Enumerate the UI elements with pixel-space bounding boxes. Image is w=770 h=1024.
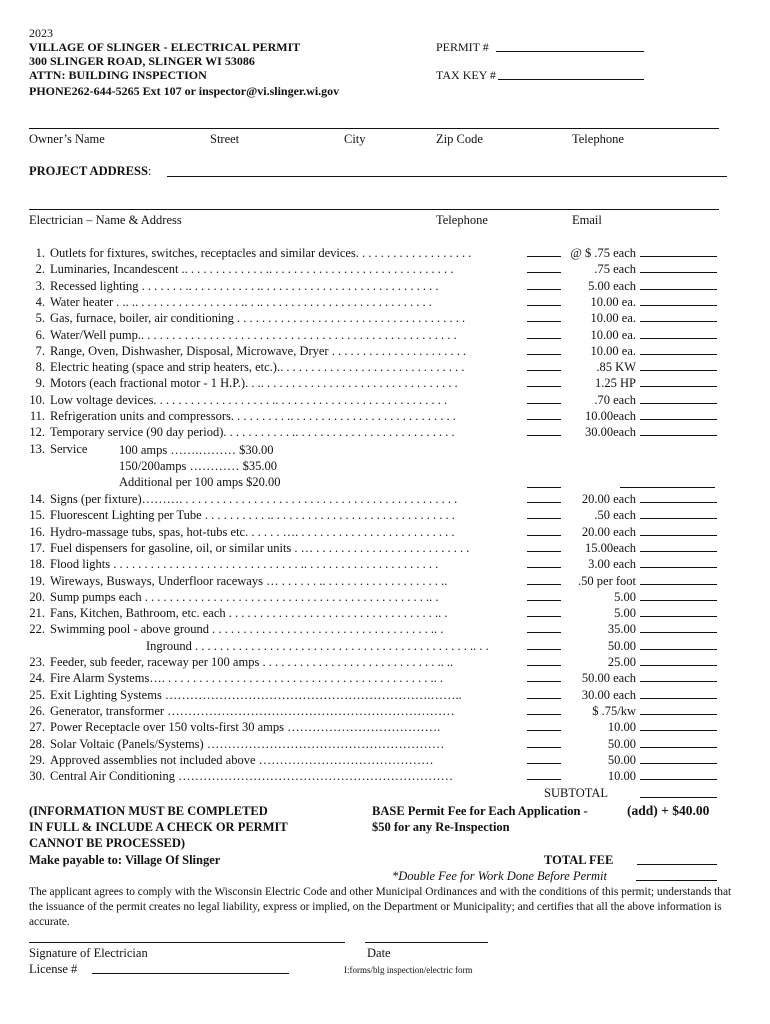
fee-item-number: 8. <box>35 360 45 375</box>
fee-item-number: 22. <box>29 622 45 637</box>
project-address-field[interactable] <box>167 165 727 177</box>
fee-item-amount-field[interactable] <box>640 551 717 552</box>
fee-item-description: Water/Well pump.. . . . . . . . . . . . . . . . . . . . . . . . . . . . . . . . . . . . . . . . . . . . . . . . . . . <box>50 327 457 342</box>
fee-item-description: Low voltage devices. . . . . . . . . . . . . . . . . . . .. . . . . . . . . . . . . . . . . . . . . . . . . . . . <box>50 392 448 407</box>
fee-item-quantity-field[interactable] <box>527 649 561 650</box>
fee-item-quantity-field[interactable] <box>527 567 561 568</box>
fee-item-amount-field[interactable] <box>640 600 717 601</box>
fee-item-row <box>0 327 770 343</box>
fee-item-amount-field[interactable] <box>640 698 717 699</box>
notice-line-1: (INFORMATION MUST BE COMPLETED <box>29 804 268 818</box>
fee-item-description: Flood lights . . . . . . . . . . . . . . . . . . . . . . . . . . . . . . .. . . . . . . . . . . . . . . . . . . . . . <box>50 557 439 572</box>
fee-item-number: 16. <box>29 524 45 539</box>
electrician-info-line[interactable] <box>29 209 719 210</box>
fee-item-row <box>0 310 770 326</box>
fee-item-quantity-field[interactable] <box>527 779 561 780</box>
fee-item-rate: 20.00 each <box>581 492 636 506</box>
reinspection-fee: $50 for any Re-Inspection <box>372 820 510 834</box>
fee-item-quantity-field[interactable] <box>527 681 561 682</box>
notice-line-2: IN FULL & INCLUDE A CHECK OR PERMIT <box>29 820 288 834</box>
fee-item-quantity-field[interactable] <box>527 370 561 371</box>
fee-item-description: Swimming pool - above ground . . . . . . . . . . . . . . . . . . . . . . . . . . . . . . . . . . . .. . <box>50 622 444 637</box>
fee-item-row <box>0 359 770 375</box>
date-line[interactable] <box>365 942 488 943</box>
fee-item-quantity-field[interactable] <box>527 403 561 404</box>
fee-item-row <box>0 491 770 507</box>
fee-item-rate: 10.00 ea. <box>590 327 636 342</box>
fee-item-number: 19. <box>29 573 45 588</box>
date-label: Date <box>367 946 391 960</box>
fee-item-rate: .50 each <box>594 508 636 523</box>
city-label: City <box>344 132 366 146</box>
fee-item-number: 7. <box>35 343 45 358</box>
service-150-200-amps: 100 amps …….……… $30.00 <box>119 443 274 457</box>
fee-item-number: 26. <box>29 703 45 718</box>
fee-item-number: 4. <box>35 294 45 309</box>
fee-item-row <box>0 441 770 457</box>
fee-item-description: Approved assemblies not included above …………………………………… <box>50 752 434 767</box>
fee-item-number: 27. <box>29 720 45 735</box>
fee-item-description: Outlets for fixtures, switches, receptacles and similar devices. . . . . . . . . . . . . . . . . . . <box>50 246 472 260</box>
fee-item-number: 21. <box>29 606 45 621</box>
fee-item-quantity-field[interactable] <box>527 354 561 355</box>
fee-item-amount-field[interactable] <box>640 779 717 780</box>
fee-item-rate: 20.00 each <box>581 524 636 539</box>
owners-name-label: Owner’s Name <box>29 132 105 146</box>
fee-item-rate: .75 each <box>594 262 636 277</box>
fee-item-description: Hydro-massage tubs, spas, hot-tubs etc. . . . . . …. . . . . . . . . . . . . . . . . . . . . . . . . . <box>50 524 455 539</box>
fee-item-rate: 10.00each <box>584 409 636 423</box>
form-reference: I:forms/blg inspection/electric form <box>344 965 473 975</box>
fee-item-number: 28. <box>29 736 45 751</box>
fee-item-quantity-field[interactable] <box>527 535 561 536</box>
fee-item-quantity-field[interactable] <box>527 730 561 731</box>
zip-code-label: Zip Code <box>436 132 483 146</box>
fee-item-number: 3. <box>35 278 45 293</box>
fee-item-row <box>0 605 770 621</box>
fee-item-quantity-field[interactable] <box>527 551 561 552</box>
contact-phone: PHONE262-644-5265 Ext 107 or inspector@vi.slinger.wi.gov <box>29 84 340 98</box>
fee-item-quantity-field[interactable] <box>527 584 561 585</box>
fee-item-row <box>0 752 770 768</box>
fee-item-rate: 10.00 <box>607 769 636 784</box>
license-label: License # <box>29 962 78 976</box>
fee-item-quantity-field[interactable] <box>527 289 561 290</box>
fee-item-description: Service <box>50 441 88 456</box>
fee-item-number: 6. <box>35 327 45 342</box>
fee-item-rate: 3.00 each <box>588 557 636 572</box>
fee-item-quantity-field[interactable] <box>527 632 561 633</box>
fee-item-amount-field[interactable] <box>640 256 717 257</box>
service-amount-field[interactable] <box>620 487 715 488</box>
fee-item-row <box>0 261 770 277</box>
fee-item-amount-field[interactable] <box>640 567 717 568</box>
fee-item-description: Fans, Kitchen, Bathroom, etc. each . . . . . . . . . . . . . . . . . . . . . . . . . . . . . . . . . .. . <box>50 606 448 621</box>
fee-item-quantity-field[interactable] <box>527 435 561 436</box>
fee-item-quantity-field[interactable] <box>527 305 561 306</box>
fee-item-number: 12. <box>29 425 45 440</box>
fee-item-row <box>0 556 770 572</box>
fee-item-number: 25. <box>29 687 45 702</box>
fee-item-amount-field[interactable] <box>640 747 717 748</box>
fee-item-description: Fluorescent Lighting per Tube . . . . . . . . . . .. . . . . . . . . . . . . . . . . . . . . . . . . . . . . . <box>50 508 455 523</box>
fee-item-description: Feeder, sub feeder, raceway per 100 amps . . . . . . . . . . . . . . . . . . . . . . . . . . . . .. .. <box>50 655 454 669</box>
fee-item-description: Temporary service (90 day period). . . . . . . . . . . .. . . . . . . . . . . . . . . . . . . . . . . . . . <box>50 425 455 440</box>
fee-item-description: Fire Alarm Systems…. . . . . . . . . . . . . . . . . . . . . . . . . . . . . . . . . . . . . . . . . . . .. . <box>50 671 444 686</box>
fee-item-description: Water heater . .. .. . . . . . . . . . . . . . . . . .. . .. . . . . . . . . . . . . . . . . . . . . . . . . . . . <box>50 294 432 309</box>
fee-item-number: 9. <box>35 376 45 391</box>
double-fee-note: *Double Fee for Work Done Before Permit <box>392 869 607 883</box>
fee-item-quantity-field[interactable] <box>527 419 561 420</box>
fee-item-number: 2. <box>35 262 45 277</box>
fee-item-number: 10. <box>29 392 45 407</box>
fee-item-row <box>0 294 770 310</box>
double-fee-field[interactable] <box>636 880 717 881</box>
form-year: 2023 <box>29 26 53 40</box>
base-fee-amount: (add) + $40.00 <box>627 803 710 818</box>
fee-item-row <box>0 408 770 424</box>
fee-item-amount-field[interactable] <box>640 272 717 273</box>
fee-item-row <box>0 719 770 735</box>
fee-item-rate: .85 KW <box>596 360 636 375</box>
payable-to: Make payable to: Village Of Slinger <box>29 853 221 867</box>
fee-item-rate: 10.00 ea. <box>590 311 636 326</box>
fee-item-description: Luminaries, Incandescent .. . . . . . . . . . . . . .. . . . . . . . . . . . . . . . . . . . . . . . . . . . . . <box>50 262 454 277</box>
fee-item-row <box>0 278 770 294</box>
fee-item-amount-field[interactable] <box>640 419 717 420</box>
fee-item-row <box>0 245 770 261</box>
fee-item-amount-field[interactable] <box>640 386 717 387</box>
fee-item-description: Electric heating (space and strip heaters, etc.).. . . . . . . . . . . . . . . . . . . . . . . . . . . . . . <box>50 360 465 375</box>
fee-item-amount-field[interactable] <box>640 584 717 585</box>
fee-item-description: Fuel dispensers for gasoline, oil, or similar units . … . . . . . . . . . . . . . . . . . . . . . . . . . <box>50 540 470 555</box>
fee-item-quantity-field[interactable] <box>527 386 561 387</box>
tax-key-field[interactable] <box>498 68 644 80</box>
fee-item-number: 17. <box>29 540 45 555</box>
fee-item-number: 13. <box>29 441 45 456</box>
applicant-agreement: The applicant agrees to comply with the Wisconsin Electric Code and other Municipal Ordinances and with the conditions of this permit; understands that the issuance of the permit creates no legal liability, express or implied, on the Department or Municipality; and certifies that all the above information is accurate. <box>29 886 732 928</box>
owner-telephone-label: Telephone <box>572 132 624 146</box>
fee-item-rate: @ $ .75 each <box>570 246 636 260</box>
fee-item-rate: 10.00 <box>607 720 636 735</box>
fee-item-description: Motors (each fractional motor - 1 H.P.). . .. . . . . . . . . . . . . . . . . . . . . . . . . . . . . . . . <box>50 376 458 391</box>
permit-number-label: PERMIT # <box>436 40 489 54</box>
fee-item-amount-field[interactable] <box>640 714 717 715</box>
fee-item-rate: 30.00 each <box>581 687 636 702</box>
electrician-name-label: Electrician – Name & Address <box>29 213 182 227</box>
notice-line-3: CANNOT BE PROCESSED) <box>29 836 186 850</box>
fee-item-number: 11. <box>29 409 45 423</box>
fee-item-row <box>0 736 770 752</box>
electrician-telephone-label: Telephone <box>436 213 488 227</box>
fee-item-amount-field[interactable] <box>640 649 717 650</box>
base-fee-label: BASE Permit Fee for Each Application - <box>372 804 588 818</box>
signature-label: Signature of Electrician <box>29 946 148 960</box>
fee-item-row <box>0 687 770 703</box>
fee-item-rate: 30.00each <box>584 425 636 440</box>
office-address: 300 SLINGER ROAD, SLINGER WI 53086 <box>29 54 255 68</box>
fee-item-number: 30. <box>29 769 45 784</box>
permit-number-field[interactable] <box>496 40 644 52</box>
fee-item-description: Inground . . . . . . . . . . . . . . . . . . . . . . . . . . . . . . . . . . . . . . . . . . . . .. . . <box>146 638 489 653</box>
fee-item-rate: 35.00 <box>607 622 636 637</box>
fee-item-rate: 5.00 <box>614 606 636 621</box>
fee-item-rate: 15.00each <box>584 540 636 555</box>
fee-item-rate: 10.00 ea. <box>590 343 636 358</box>
fee-item-amount-field[interactable] <box>640 289 717 290</box>
fee-item-row <box>0 375 770 391</box>
owner-info-line[interactable] <box>29 128 719 129</box>
fee-item-rate: 1.25 HP <box>595 376 636 391</box>
fee-item-amount-field[interactable] <box>640 338 717 339</box>
fee-item-amount-field[interactable] <box>640 763 717 764</box>
fee-item-rate: 50.00 <box>607 752 636 767</box>
fee-item-amount-field[interactable] <box>640 370 717 371</box>
fee-item-description: Power Receptacle over 150 volts-first 30 amps ………………………………. <box>50 720 441 735</box>
fee-item-rate: 10.00 ea. <box>590 294 636 309</box>
fee-item-row <box>0 392 770 408</box>
fee-item-description: Gas, furnace, boiler, air conditioning . . . . . . . . . . . . . . . . . . . . . . . . . . . . . . . . . . . . . <box>50 311 466 326</box>
fee-item-row <box>0 524 770 540</box>
fee-item-number: 14. <box>29 492 45 506</box>
fee-item-description: Range, Oven, Dishwasher, Disposal, Microwave, Dryer . . . . . . . . . . . . . . . . . . . . . . <box>50 343 467 358</box>
fee-item-row <box>0 621 770 637</box>
fee-item-description: Recessed lighting . . . . . . . .. . . . . . . . . . . .. . . . . . . . . . . . . . . . . . . . . . . . . . . . . <box>50 278 439 293</box>
fee-item-amount-field[interactable] <box>640 305 717 306</box>
fee-item-number: 24. <box>29 671 45 686</box>
service-quantity-field[interactable] <box>527 487 561 488</box>
fee-item-number: 5. <box>35 311 45 326</box>
fee-item-quantity-field[interactable] <box>527 763 561 764</box>
fee-item-rate: $ .75/kw <box>592 703 636 718</box>
fee-item-row <box>0 638 770 654</box>
subtotal-label: SUBTOTAL <box>544 786 609 800</box>
signature-line[interactable] <box>29 942 345 943</box>
fee-item-rate: .50 per foot <box>578 573 636 588</box>
fee-item-amount-field[interactable] <box>640 403 717 404</box>
fee-item-amount-field[interactable] <box>640 518 717 519</box>
fee-item-number: 23. <box>29 655 45 669</box>
fee-item-row <box>0 343 770 359</box>
fee-item-rate: 25.00 <box>607 655 636 669</box>
fee-item-description: Solar Voltaic (Panels/Systems) ………………………………………………… <box>50 736 445 751</box>
fee-item-quantity-field[interactable] <box>527 321 561 322</box>
fee-item-row <box>0 540 770 556</box>
street-label: Street <box>210 132 240 146</box>
fee-item-quantity-field[interactable] <box>527 698 561 699</box>
fee-item-row <box>0 768 770 784</box>
fee-item-amount-field[interactable] <box>640 730 717 731</box>
fee-item-number: 1. <box>35 246 45 260</box>
fee-item-amount-field[interactable] <box>640 435 717 436</box>
fee-item-rate: 5.00 <box>614 589 636 604</box>
fee-item-rate: 50.00 <box>607 736 636 751</box>
license-field[interactable] <box>92 962 289 974</box>
fee-item-row <box>0 589 770 605</box>
fee-item-number: 18. <box>29 557 45 572</box>
fee-item-quantity-field[interactable] <box>527 665 561 666</box>
electrician-email-label: Email <box>572 213 602 227</box>
fee-item-rate: 5.00 each <box>588 278 636 293</box>
fee-item-row <box>0 573 770 589</box>
fee-item-quantity-field[interactable] <box>527 272 561 273</box>
fee-item-quantity-field[interactable] <box>527 616 561 617</box>
total-fee-label: TOTAL FEE <box>544 853 614 867</box>
fee-item-amount-field[interactable] <box>640 354 717 355</box>
service-100-amps: 150/200amps ………… $35.00 <box>119 459 277 473</box>
fee-item-amount-field[interactable] <box>640 681 717 682</box>
total-fee-field[interactable] <box>637 864 717 865</box>
fee-item-amount-field[interactable] <box>640 502 717 503</box>
fee-item-amount-field[interactable] <box>640 616 717 617</box>
fee-item-rate: .70 each <box>594 392 636 407</box>
fee-item-number: 20. <box>29 589 45 604</box>
subtotal-field[interactable] <box>640 797 717 798</box>
fee-item-row <box>0 507 770 523</box>
fee-item-description: Wireways, Busways, Underfloor raceways … . . . . . . .. . . . . . . . . . . . . . . . . . . .. <box>50 573 448 588</box>
fee-item-quantity-field[interactable] <box>527 338 561 339</box>
fee-item-rate: 50.00 each <box>581 671 636 686</box>
fee-item-quantity-field[interactable] <box>527 600 561 601</box>
fee-item-amount-field[interactable] <box>640 632 717 633</box>
fee-item-quantity-field[interactable] <box>527 714 561 715</box>
fee-item-row <box>0 703 770 719</box>
fee-item-row <box>0 654 770 670</box>
fee-item-amount-field[interactable] <box>640 665 717 666</box>
fee-item-quantity-field[interactable] <box>527 256 561 257</box>
fee-item-rate: 50.00 <box>607 638 636 653</box>
fee-item-amount-field[interactable] <box>640 535 717 536</box>
fee-item-quantity-field[interactable] <box>527 518 561 519</box>
fee-item-description: Exit Lighting Systems ……………………………………………………….…….. <box>50 687 462 702</box>
project-address-label: PROJECT ADDRESS: <box>29 164 152 178</box>
fee-item-description: Generator, transformer …………………………………………………………… <box>50 703 455 718</box>
service-additional: Additional per 100 amps $20.00 <box>119 475 281 489</box>
fee-item-amount-field[interactable] <box>640 321 717 322</box>
tax-key-label: TAX KEY # <box>436 68 496 82</box>
form-title: VILLAGE OF SLINGER - ELECTRICAL PERMIT <box>29 40 301 54</box>
fee-item-row <box>0 670 770 686</box>
fee-item-quantity-field[interactable] <box>527 747 561 748</box>
attention-line: ATTN: BUILDING INSPECTION <box>29 68 207 82</box>
fee-item-quantity-field[interactable] <box>527 502 561 503</box>
fee-item-description: Central Air Conditioning ………………………………………………………… <box>50 769 454 784</box>
fee-item-row <box>0 424 770 440</box>
fee-item-description: Sump pumps each . . . . . . . . . . . . . . . . . . . . . . . . . . . . . . . . . . . . . . . . . . . . . .. . <box>50 589 439 604</box>
fee-item-description: Refrigeration units and compressors. . . . . . . . . .. . . . . . . . . . . . . . . . . . . . . . . . . . . <box>50 409 456 423</box>
fee-item-number: 15. <box>29 508 45 523</box>
fee-item-description: Signs (per fixture)………. . . . . . . . . . . . . . . . . . . . . . . . . . . . . . . . . . . . . . . . . . . . . <box>50 492 458 506</box>
fee-item-number: 29. <box>29 752 45 767</box>
